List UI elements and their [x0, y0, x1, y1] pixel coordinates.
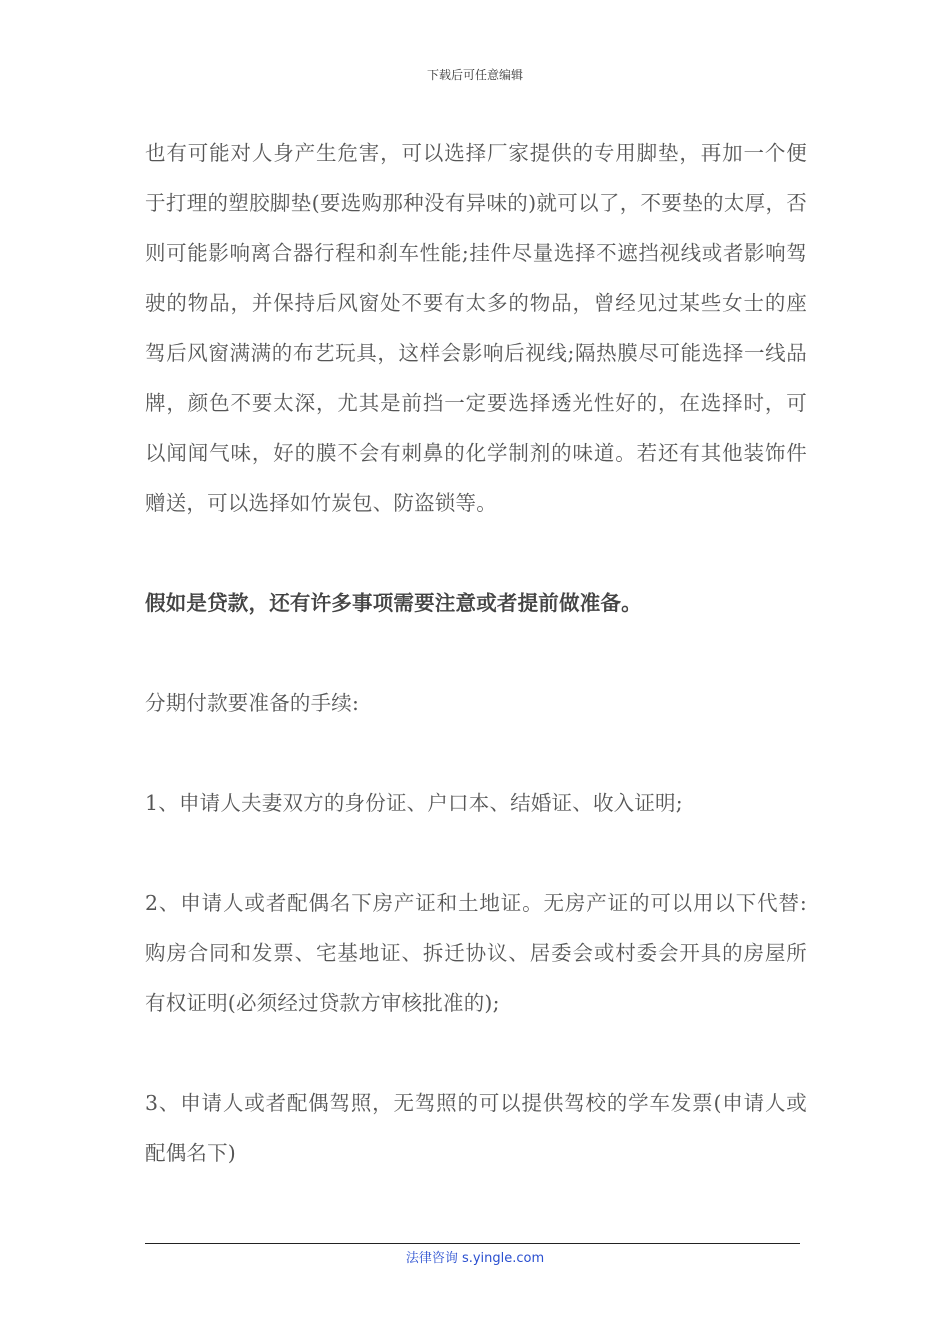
paragraph-car-accessories: 也有可能对人身产生危害，可以选择厂家提供的专用脚垫，再加一个便于打理的塑胶脚垫(要选购那种没有异味的)就可以了，不要垫的太厚，否则可能影响离合器行程和刹车性能;挂件尽量选择不遮挡视线或者影响驾驶的物品，并保持后风窗处不要有太多的物品，曾经见过某些女士的座驾后风窗满满的布艺玩具，这样会影响后视线;隔热膜尽可能选择一线品牌，颜色不要太深，尤其是前挡一定要选择透光性好的，在选择时，可以闻闻气味，好的膜不会有刺鼻的化学制剂的味道。若还有其他装饰件赠送，可以选择如竹炭包、防盗锁等。 — [145, 141, 807, 515]
list-item-1: 1、申请人夫妻双方的身份证、户口本、结婚证、收入证明; — [145, 791, 683, 815]
footer-link[interactable]: 法律咨询 s.yingle.com — [405, 1251, 545, 1266]
document-body — [145, 128, 807, 1178]
footer-divider — [145, 1243, 800, 1244]
page-header: 下载后可任意编辑 — [426, 68, 523, 82]
paragraph-loan-heading: 假如是贷款，还有许多事项需要注意或者提前做准备。 — [145, 591, 642, 615]
paragraph-installment-intro: 分期付款要准备的手续: — [145, 691, 360, 715]
list-item-3: 3、申请人或者配偶驾照，无驾照的可以提供驾校的学车发票(申请人或配偶名下) — [145, 1091, 807, 1165]
list-item-2: 2、申请人或者配偶名下房产证和土地证。无房产证的可以用以下代替:购房合同和发票、宅基地证、拆迁协议、居委会或村委会开具的房屋所有权证明(必须经过贷款方审核批准的); — [145, 891, 807, 1015]
